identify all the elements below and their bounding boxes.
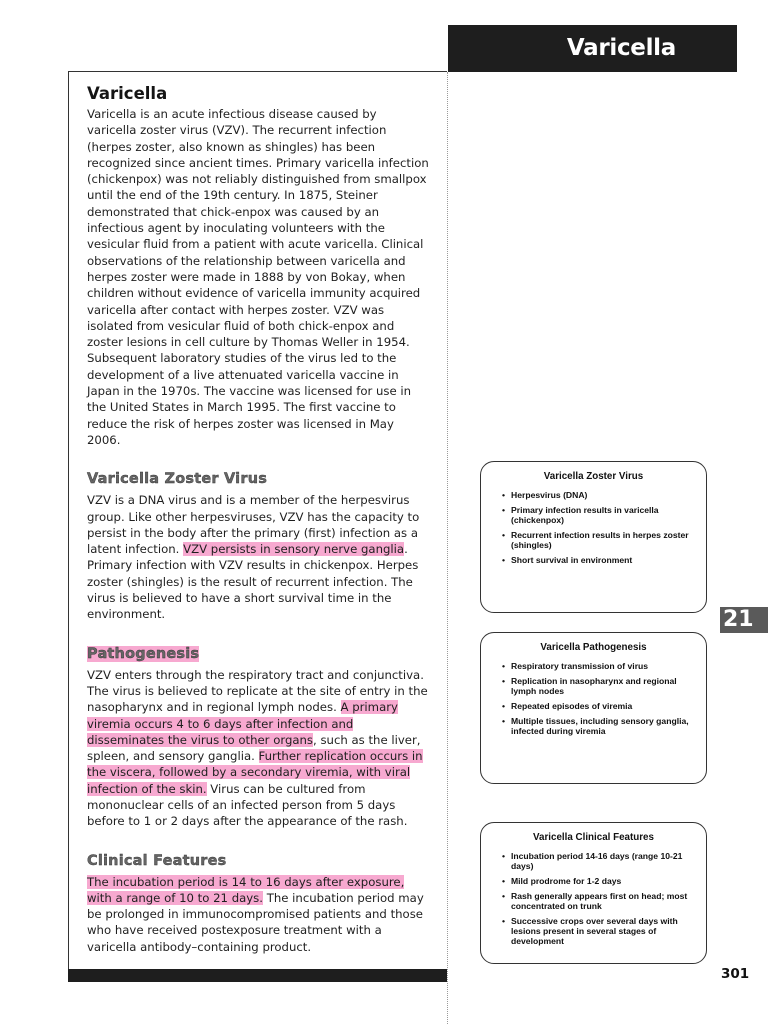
slide-bullet: • Repeated episodes of viremia	[511, 701, 696, 711]
slide-bullet: • Primary infection results in varicella (chickenpox)	[511, 505, 696, 525]
section-gap	[87, 830, 429, 852]
bottom-bar	[68, 969, 447, 982]
clinical-highlight-1: The incubation period is 14 to 16 days after exposure, with a range of 10 to 21 days.	[87, 874, 405, 905]
section-gap	[87, 623, 429, 645]
section-gap	[87, 448, 429, 470]
clinical-heading: Clinical Features	[87, 852, 227, 869]
slide-bullet: • Incubation period 14-16 days (range 10-21 days)	[511, 851, 696, 871]
pathogenesis-highlight-1: A primary viremia occurs 4 to 6 days after infection and disseminates the virus to other organs	[87, 700, 398, 747]
slide-bullet: • Multiple tissues, including sensory ganglia, infected during viremia	[511, 716, 696, 736]
slide-bullets	[481, 661, 706, 736]
vzv-heading: Varicella Zoster Virus	[87, 471, 268, 488]
main-heading: Varicella	[87, 84, 168, 103]
slide-bullet: • Short survival in environment	[511, 555, 696, 565]
slide-title: Varicella Clinical Features	[533, 832, 654, 843]
pathogenesis-paragraph	[87, 667, 429, 830]
clinical-text-1: The incubation period may be prolonged in immunocompromised patients and those who have received postexposure treatment with a varicella antibody–containing product.	[87, 890, 424, 954]
clinical-paragraph	[87, 874, 429, 955]
pathogenesis-text-3: Virus can be cultured from mononuclear cells of an infected person from 5 days before to 1 or 2 days after the appearance of the rash.	[87, 781, 408, 829]
chapter-title: Varicella	[566, 35, 676, 61]
vzv-text-1: VZV is a DNA virus and is a member of the herpesvirus group. Like other herpesviruses, VZV has the capacity to persist in the body after the primary (first) infection as a latent infection.	[87, 493, 420, 557]
pathogenesis-heading	[87, 645, 429, 663]
slide-vzv	[480, 461, 707, 613]
pathogenesis-text-1: VZV enters through the respiratory tract and conjunctiva. The virus is believed to replicate at the site of entry in the nasopharynx and in regional lymph nodes.	[87, 667, 428, 715]
slide-bullet: • Rash generally appears first on head; most concentrated on trunk	[511, 891, 696, 911]
chapter-tab-number: 21	[723, 607, 754, 632]
slide-title: Varicella Pathogenesis	[540, 642, 647, 653]
intro-paragraph: Varicella is an acute infectious disease caused by varicella zoster virus (VZV). The recurrent infection (herpes zoster, also known as shingles) has been recognized since ancient times. Primary varicella infection (chickenpox) was not reliably distinguished from smallpox until the end of the 19th century. In 1875, Steiner demonstrated that chick-enpox was caused by an infectious agent by inoculating volunteers with the vesicular fluid from a patient with acute varicella. Clinical observations of the relationship between varicella and herpes zoster were made in 1888 by von Bokay, when children without evidence of varicella immunity acquired varicella after contact with herpes zoster. VZV was isolated from vesicular fluid of both chick-enpox and zoster lesions in cell culture by Thomas Weller in 1954. Subsequent laboratory studies of the virus led to the development of a live attenuated varicella vaccine in Japan in the 1970s. The vaccine was licensed for use in the United States in March 1995. The first vaccine to reduce the risk of herpes zoster was licensed in May 2006.	[87, 107, 429, 447]
slide-bullet: • Recurrent infection results in herpes zoster (shingles)	[511, 530, 696, 550]
slide-bullet: • Replication in nasopharynx and regional lymph nodes	[511, 676, 696, 696]
vzv-paragraph	[87, 492, 429, 622]
slide-clinical-features	[480, 822, 707, 964]
column-divider	[447, 72, 448, 1024]
slide-title: Varicella Zoster Virus	[543, 471, 644, 482]
slide-bullet: • Respiratory transmission of virus	[511, 661, 696, 671]
pathogenesis-heading-highlight: Pathogenesis	[87, 645, 200, 662]
vzv-text-2: . Primary infection with VZV results in chickenpox. Herpes zoster (shingles) is the result of recurrent infection. The virus is believed to have a short survival time in the environment.	[87, 542, 419, 622]
pathogenesis-text-2: , such as the liver, spleen, and sensory ganglia.	[87, 732, 421, 764]
main-text-column	[87, 84, 429, 955]
vzv-highlight-1: VZV persists in sensory nerve ganglia	[183, 542, 405, 557]
page-number: 301	[721, 966, 750, 982]
slide-bullet: • Herpesvirus (DNA)	[511, 490, 696, 500]
pathogenesis-highlight-2: Further replication occurs in the viscera, followed by a secondary viremia, with viral infection of the skin.	[87, 749, 423, 796]
slide-bullet: • Successive crops over several days with lesions present in several stages of development	[511, 916, 696, 946]
slide-bullets	[481, 490, 706, 565]
slide-bullets	[481, 851, 706, 946]
slide-pathogenesis	[480, 632, 707, 784]
slide-bullet: • Mild prodrome for 1-2 days	[511, 876, 696, 886]
